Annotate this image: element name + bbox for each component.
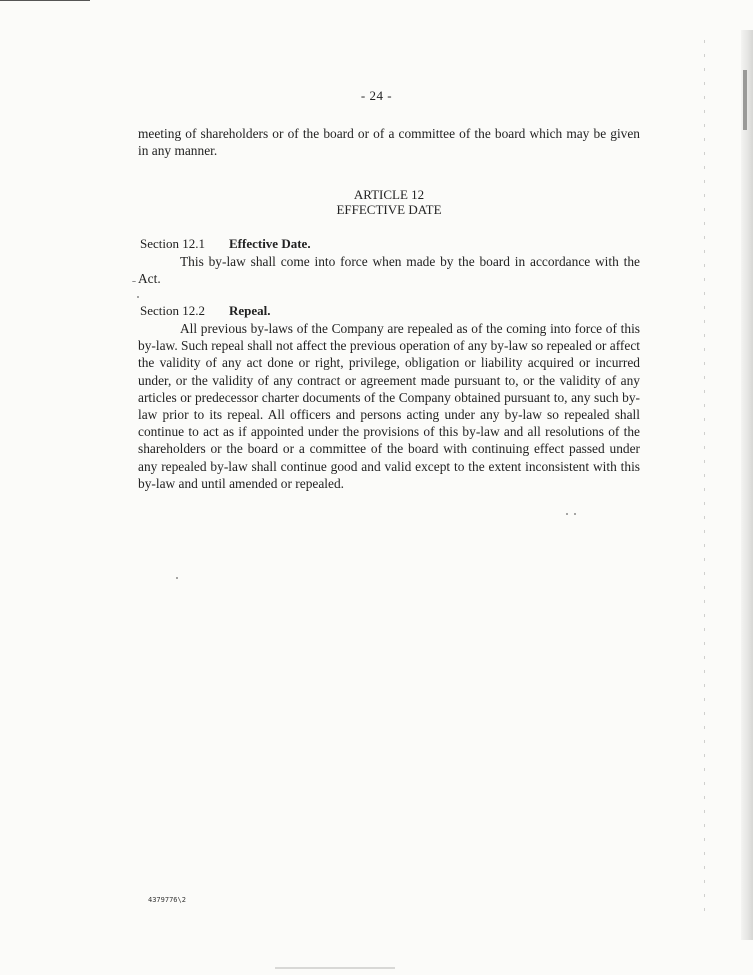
- article-number: ARTICLE 12: [353, 187, 425, 202]
- section-title: Effective Date.: [229, 236, 311, 251]
- section-heading: [140, 303, 271, 319]
- section-body: This by-law shall come into force when made by the board in accordance with the Act.: [138, 254, 640, 287]
- continuation-paragraph: meeting of shareholders or of the board or of a committee of the board which may be given in any manner.: [138, 126, 640, 159]
- scan-artifact-speck-line: [704, 40, 705, 920]
- scan-artifact-right-edge: [741, 30, 753, 940]
- section-number: Section 12.2: [140, 303, 205, 318]
- scan-artifact-bottom-line: [275, 967, 395, 969]
- article-title: EFFECTIVE DATE: [336, 202, 442, 217]
- section-title: Repeal.: [229, 303, 271, 318]
- scan-speck: [574, 513, 576, 515]
- section-number: Section 12.1: [140, 236, 205, 251]
- scan-speck: [132, 281, 136, 282]
- scan-artifact-top-line: [0, 0, 90, 1]
- document-id-footer: 4379776\2: [148, 896, 186, 904]
- scan-speck: [176, 577, 178, 579]
- page-number: - 24 -: [360, 88, 393, 103]
- section-body: All previous by-laws of the Company are repealed as of the coming into force of this by-law. Such repeal shall not affect the previous operation of any by-law so repealed or affect the validity of any act done or right, privilege, obligation or liability acquired or incurred under, or the validity of any contract or agreement made pursuant to, or the validity of any articles or predecessor charter documents of the Company obtained pursuant to, any such by-law prior to its repeal. All officers and persons acting under any by-law so repealed shall continue to act as if appointed under the provisions of this by-law and all resolutions of the shareholders or the board or a committee of the board with continuing effect passed under any repealed by-law shall continue good and valid except to the extent inconsistent with this by-law and until amended or repealed.: [138, 321, 640, 491]
- article-heading: [0, 187, 753, 217]
- scan-speck: [137, 296, 139, 298]
- scan-speck: [566, 513, 568, 515]
- section-heading: [140, 236, 311, 252]
